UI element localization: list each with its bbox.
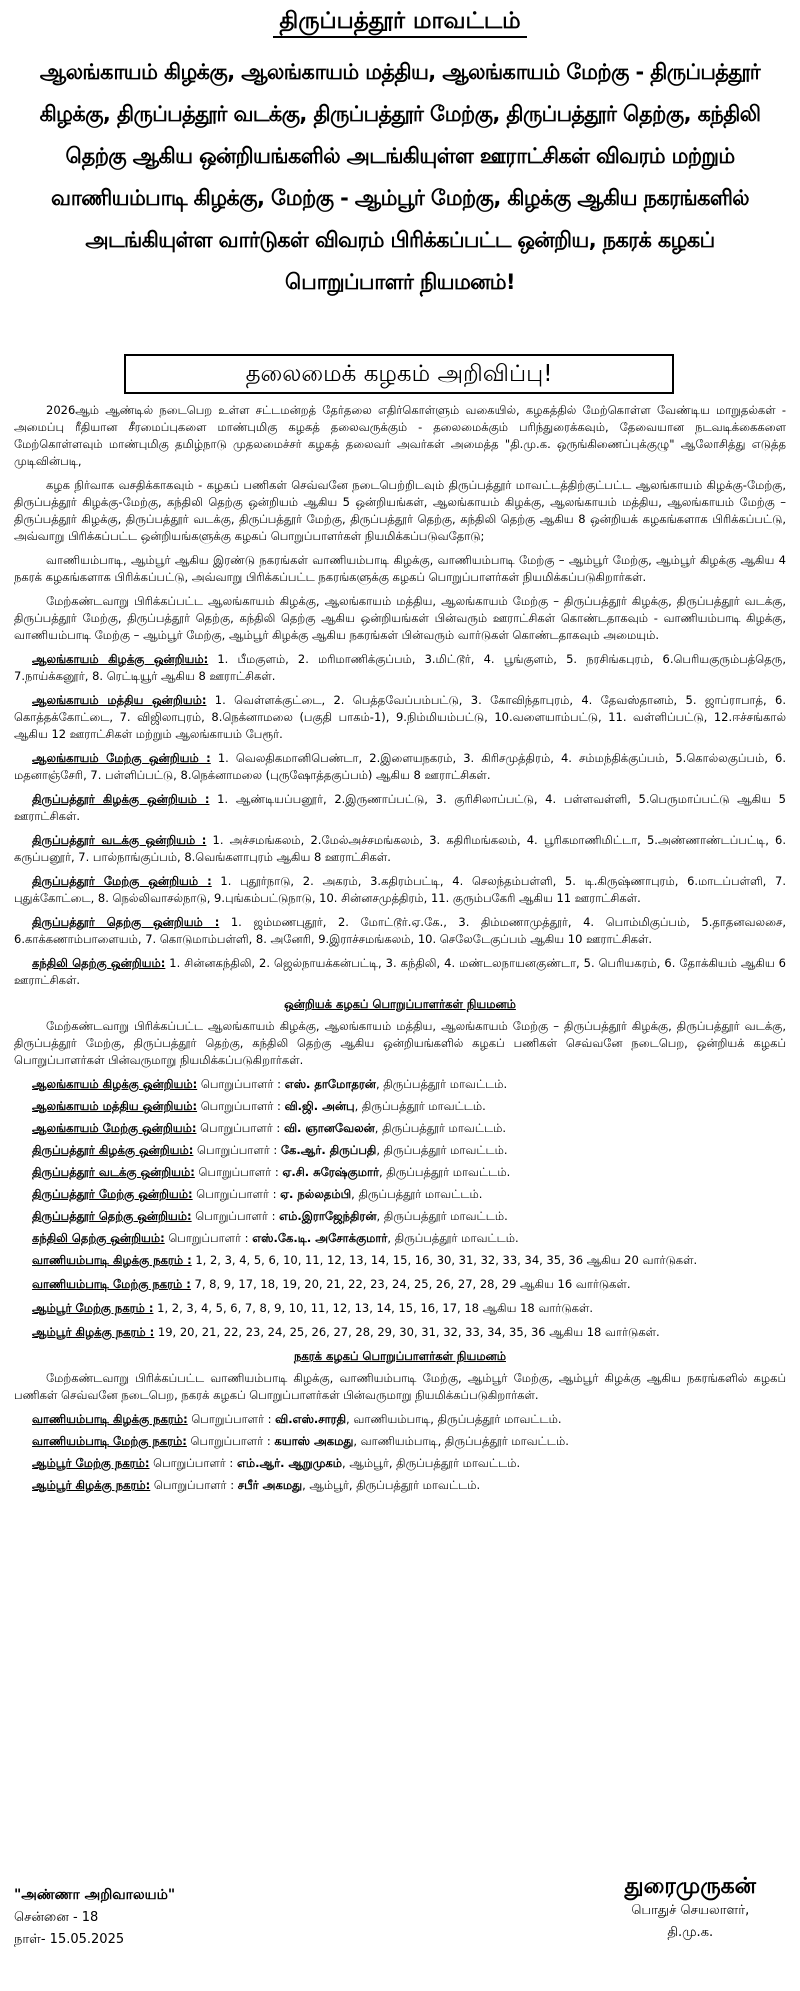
union-villages: ஆலங்காயம் மத்திய ஒன்றியம்: 1. வெள்ளக்குட்டை, 2. பெத்தவேப்பம்பட்டு, 3. கோவிந்தாபுரம், 4. தேவஸ்தானம், 5. ஜாப்ராபாத், 6. கொத்தக்கோட்டை, 7. விஜிலாபுரம், 8.நெக்னாமலை (பகுதி பாகம்-1), 9.நிம்மியம்பட்டு, 10.வளையாம்பட்டு, 11. வள்ளிப்பட்டு, 12.ஈச்சங்கால் ஆகிய 12 ஊராட்சிகள் மற்றும் ஆலங்காயம் பேரூர். (14, 693, 786, 741)
union-villages: திருப்பத்தூர் கிழக்கு ஒன்றியம் : 1. ஆண்டியப்பனூர், 2.இருணாப்பட்டு, 3. குரிசிலாப்பட்டு, 4. பள்ளவள்ளி, 5.பெருமாப்பட்டு ஆகிய 5 ஊராட்சிகள். (14, 792, 786, 823)
union-head-row: கந்திலி தெற்கு ஒன்றியம்: பொறுப்பாளர் : எஸ்.கே.டி. அசோக்குமார், திருப்பத்தூர் மாவட்டம். (32, 1231, 519, 1245)
district-title: திருப்பத்தூர் மாவட்டம் (0, 8, 800, 37)
union-head-row: திருப்பத்தூர் வடக்கு ஒன்றியம்: பொறுப்பாளர் : ஏ.சி. சுரேஷ்குமார், திருப்பத்தூர் மாவட்டம். (32, 1165, 511, 1179)
union-villages: ஆலங்காயம் மேற்கு ஒன்றியம் : 1. வெலதிகமானிபெண்டா, 2.இளையநகரம், 3. கிரிசமுத்திரம், 4. சம்மந்திக்குப்பம், 5.கொல்லகுப்பம், 6. மதனாஞ்சேரி, 7. பள்ளிப்பட்டு, 8.நெக்னாமலை (புருஷோத்தகுப்பம்) ஆகிய 8 ஊராட்சிகள். (14, 751, 786, 782)
town-wards: ஆம்பூர் கிழக்கு நகரம் : 19, 20, 21, 22, 23, 24, 25, 26, 27, 28, 29, 30, 31, 32, 33, 34, 35, 36 ஆகிய 18 வார்டுகள். (32, 1325, 660, 1339)
office-name: "அண்ணா அறிவாலயம்" (14, 1887, 176, 1903)
town-wards: வாணியம்பாடி மேற்கு நகரம் : 7, 8, 9, 17, 18, 19, 20, 21, 22, 23, 24, 25, 26, 27, 28, 29 ஆகிய 16 வார்டுகள். (32, 1277, 631, 1291)
union-head-row: ஆலங்காயம் மத்திய ஒன்றியம்: பொறுப்பாளர் : வி.ஜி. அன்பு, திருப்பத்தூர் மாவட்டம். (32, 1099, 486, 1113)
notice-date: நாள்- 15.05.2025 (14, 1932, 125, 1947)
town-head-row: வாணியம்பாடி மேற்கு நகரம்: பொறுப்பாளர் : கயாஸ் அகமது, வாணியம்பாடி, திருப்பத்தூர் மாவட்டம். (32, 1434, 569, 1448)
union-split-paragraph: கழக நிர்வாக வசதிக்காகவும் - கழகப் பணிகள் செவ்வனே நடைபெற்றிடவும் திருப்பத்தூர் மாவட்டத்திற்குட்பட்ட ஆலங்காயம் கிழக்கு-மேற்கு, திருப்பத்தூர் கிழக்கு-மேற்கு, கந்திலி தெற்கு ஒன்றியம் ஆகிய 5 ஒன்றியங்கள், ஆலங்காயம் கிழக்கு, ஆலங்காயம் மத்திய, ஆலங்காயம் மேற்கு – திருப்பத்தூர் கிழக்கு, திருப்பத்தூர் வடக்கு, திருப்பத்தூர் மேற்கு, திருப்பத்தூர் தெற்கு, கந்திலி தெற்கு ஆகிய 8 ஒன்றியக் கழகங்களாக பிரிக்கப்பட்டு, அவ்வாறு பிரிக்கப்பட்ட ஒன்றியங்களுக்கு கழகப் பொறுப்பாளர்கள் நியமிக்கப்படுவதோடு; (14, 478, 786, 543)
town-wards: வாணியம்பாடி கிழக்கு நகரம் : 1, 2, 3, 4, 5, 6, 10, 11, 12, 13, 14, 15, 16, 30, 31, 32, 33, 34, 35, 36 ஆகிய 20 வார்டுகள். (32, 1253, 698, 1267)
signature-block (625, 1876, 756, 1944)
union-head-row: திருப்பத்தூர் மேற்கு ஒன்றியம்: பொறுப்பாளர் : ஏ. நல்லதம்பி, திருப்பத்தூர் மாவட்டம். (32, 1187, 483, 1201)
town-head-row: வாணியம்பாடி கிழக்கு நகரம்: பொறுப்பாளர் : வி.எஸ்.சாரதி, வாணியம்பாடி, திருப்பத்தூர் மாவட்டம். (32, 1412, 562, 1426)
intro-paragraph: 2026ஆம் ஆண்டில் நடைபெற உள்ள சட்டமன்றத் தேர்தலை எதிர்கொள்ளும் வகையில், கழகத்தில் மேற்கொள்ள வேண்டிய மாறுதல்கள் - அமைப்பு ரீதியான சீரமைப்புகளை மாண்புமிகு கழகத் தலைவருக்கும் - தலைமைக்கும் பரிந்துரைக்கவும், தேவையான நடவடிக்கைகளை மேற்கொள்ளவும் மாண்புமிகு தமிழ்நாடு முதலமைச்சர் கழகத் தலைவர் அவர்கள் அமைத்த "தி.மு.க. ஒருங்கிணைப்புக்குழு" ஆலோசித்து எடுத்த முடிவின்படி, (14, 403, 787, 468)
footer-address (14, 1884, 175, 1951)
office-city: சென்னை - 18 (14, 1910, 99, 1925)
signatory-designation: பொதுச் செயலாளர், (631, 1903, 750, 1918)
union-head-row: ஆலங்காயம் கிழக்கு ஒன்றியம்: பொறுப்பாளர் : எஸ். தாமோதரன், திருப்பத்தூர் மாவட்டம். (32, 1077, 508, 1091)
town-split-paragraph: வாணியம்பாடி, ஆம்பூர் ஆகிய இரண்டு நகரங்கள் வாணியம்பாடி கிழக்கு, வாணியம்பாடி மேற்கு – ஆம்பூர் மேற்கு, ஆம்பூர் கிழக்கு ஆகிய 4 நகரக் கழகங்களாக பிரிக்கப்பட்டு, அவ்வாறு பிரிக்கப்பட்ட நகரங்களுக்கு கழகப் பொறுப்பாளர்கள் நியமிக்கப்படுகிறார்கள். (14, 553, 786, 584)
union-villages: திருப்பத்தூர் மேற்கு ஒன்றியம் : 1. புதூர்நாடு, 2. அகரம், 3.கதிரம்பட்டி, 4. செலந்தம்பள்ளி, 5. டி.கிருஷ்ணாபுரம், 6.மாடப்பள்ளி, 7. புதுக்கோட்டை, 8. நெல்லிவாசல்நாடு, 9.புங்கம்பட்டுநாடு, 10. சின்னசமுத்திரம், 11. குரும்பகேரி ஆகிய 11 ஊராட்சிகள். (14, 874, 786, 905)
union-head-row: ஆலங்காயம் மேற்கு ஒன்றியம்: பொறுப்பாளர் : வி. ஞானவேலன், திருப்பத்தூர் மாவட்டம். (32, 1121, 507, 1135)
union-appointment-heading: ஒன்றியக் கழகப் பொறுப்பாளர்கள் நியமனம் (284, 997, 516, 1011)
town-appointment-paragraph: மேற்கண்டவாறு பிரிக்கப்பட்ட வாணியம்பாடி கிழக்கு, வாணியம்பாடி மேற்கு, ஆம்பூர் மேற்கு, ஆம்பூர் கிழக்கு ஆகிய நகரங்களில் கழகப் பணிகள் செவ்வனே நடைபெற, நகரக் கழகப் பொறுப்பாளர்கள் பின்வருமாறு நியமிக்கப்படுகிறார்கள். (14, 1371, 786, 1402)
town-appointment-heading: நகரக் கழகப் பொறுப்பாளர்கள் நியமனம் (294, 1349, 506, 1363)
signatory-name: துரைமுருகன் (624, 1874, 756, 1899)
town-head-row: ஆம்பூர் மேற்கு நகரம்: பொறுப்பாளர் : எம்.ஆர். ஆறுமுகம், ஆம்பூர், திருப்பத்தூர் மாவட்டம். (32, 1456, 521, 1470)
party-name: தி.மு.க. (667, 1925, 714, 1940)
notice-label: தலைமைக் கழகம் அறிவிப்பு! (124, 354, 674, 394)
union-head-row: திருப்பத்தூர் தெற்கு ஒன்றியம்: பொறுப்பாளர் : எம்.இராஜேந்திரன், திருப்பத்தூர் மாவட்டம். (32, 1209, 508, 1223)
union-villages: ஆலங்காயம் கிழக்கு ஒன்றியம்: 1. பீமகுளம், 2. மரிமாணிக்குப்பம், 3.மிட்டூர், 4. பூங்குளம், 5. நரசிங்கபுரம், 6.பெரியகுரும்பத்தெரு, 7.நாய்க்கனூர், 8. ரெட்டியூர் ஆகிய 8 ஊராட்சிகள். (14, 652, 786, 683)
body-content (14, 402, 786, 1499)
union-villages: திருப்பத்தூர் வடக்கு ஒன்றியம் : 1. அச்சமங்கலம், 2.மேல்அச்சமங்கலம், 3. கதிரிமங்கலம், 4. பூரிகமாணிமிட்டா, 5.அண்ணாண்டப்பட்டி, 6. கருப்பனூர், 7. பால்நாங்குப்பம், 8.வெங்களாபுரம் ஆகிய 8 ஊராட்சிகள். (14, 833, 786, 864)
union-villages: கந்திலி தெற்கு ஒன்றியம்: 1. சின்னகந்திலி, 2. ஜெல்நாயக்கன்பட்டி, 3. கந்திலி, 4. மண்டலநாயனகுண்டா, 5. பெரியகரம், 6. தோக்கியம் ஆகிய 6 ஊராட்சிகள். (14, 956, 786, 987)
union-appointment-paragraph: மேற்கண்டவாறு பிரிக்கப்பட்ட ஆலங்காயம் கிழக்கு, ஆலங்காயம் மத்திய, ஆலங்காயம் மேற்கு – திருப்பத்தூர் கிழக்கு, திருப்பத்தூர் வடக்கு, திருப்பத்தூர் மேற்கு, திருப்பத்தூர் தெற்கு, கந்திலி தெற்கு ஆகிய ஒன்றியங்களில் கழகப் பணிகள் செவ்வனே நடைபெற, ஒன்றியக் கழகப் பொறுப்பாளர்கள் பின்வருமாறு நியமிக்கப்படுகிறார்கள். (14, 1019, 786, 1067)
town-wards: ஆம்பூர் மேற்கு நகரம் : 1, 2, 3, 4, 5, 6, 7, 8, 9, 10, 11, 12, 13, 14, 15, 16, 17, 18 ஆகிய 18 வார்டுகள். (32, 1301, 594, 1315)
union-head-row: திருப்பத்தூர் கிழக்கு ஒன்றியம்: பொறுப்பாளர் : கே.ஆர். திருப்பதி, திருப்பத்தூர் மாவட்டம். (32, 1143, 508, 1157)
union-villages: திருப்பத்தூர் தெற்கு ஒன்றியம் : 1. ஜம்மணபுதூர், 2. மோட்டூர்.ஏ.கே., 3. திம்மணாமுத்தூர், 4. பொம்மிகுப்பம், 5.தாதனவலசை, 6.காக்கணாம்பாளையம், 7. கொடுமாம்பள்ளி, 8. அனேரி, 9.இராச்சமங்கலம், 10. செலேடேகுப்பம் ஆகிய 10 ஊராட்சிகள். (14, 915, 786, 946)
town-head-row: ஆம்பூர் கிழக்கு நகரம்: பொறுப்பாளர் : சபீர் அகமது, ஆம்பூர், திருப்பத்தூர் மாவட்டம். (32, 1478, 481, 1492)
footer (14, 1870, 786, 1988)
headline: ஆலங்காயம் கிழக்கு, ஆலங்காயம் மத்திய, ஆலங்காயம் மேற்கு - திருப்பத்தூர் கிழக்கு, திருப்பத்தூர் வடக்கு, திருப்பத்தூர் மேற்கு, திருப்பத்தூர் தெற்கு, கந்திலி தெற்கு ஆகிய ஒன்றியங்களில் அடங்கியுள்ள ஊராட்சிகள் விவரம் மற்றும் வாணியம்பாடி கிழக்கு, மேற்கு - ஆம்பூர் மேற்கு, கிழக்கு ஆகிய நகரங்களில் அடங்கியுள்ள வார்டுகள் விவரம் பிரிக்கப்பட்ட ஒன்றிய, நகரக் கழகப் பொறுப்பாளர் நியமனம்! (39, 60, 761, 295)
composition-paragraph: மேற்கண்டவாறு பிரிக்கப்பட்ட ஆலங்காயம் கிழக்கு, ஆலங்காயம் மத்திய, ஆலங்காயம் மேற்கு – திருப்பத்தூர் கிழக்கு, திருப்பத்தூர் வடக்கு, திருப்பத்தூர் மேற்கு, திருப்பத்தூர் தெற்கு, கந்திலி தெற்கு ஆகிய ஒன்றியங்கள் பின்வரும் ஊராட்சிகள் கொண்டதாகவும் - வாணியம்பாடி கிழக்கு, வாணியம்பாடி மேற்கு – ஆம்பூர் மேற்கு, ஆம்பூர் கிழக்கு ஆகிய நகரங்கள் பின்வரும் வார்டுகள் கொண்டதாகவும் அமையும். (14, 594, 786, 642)
